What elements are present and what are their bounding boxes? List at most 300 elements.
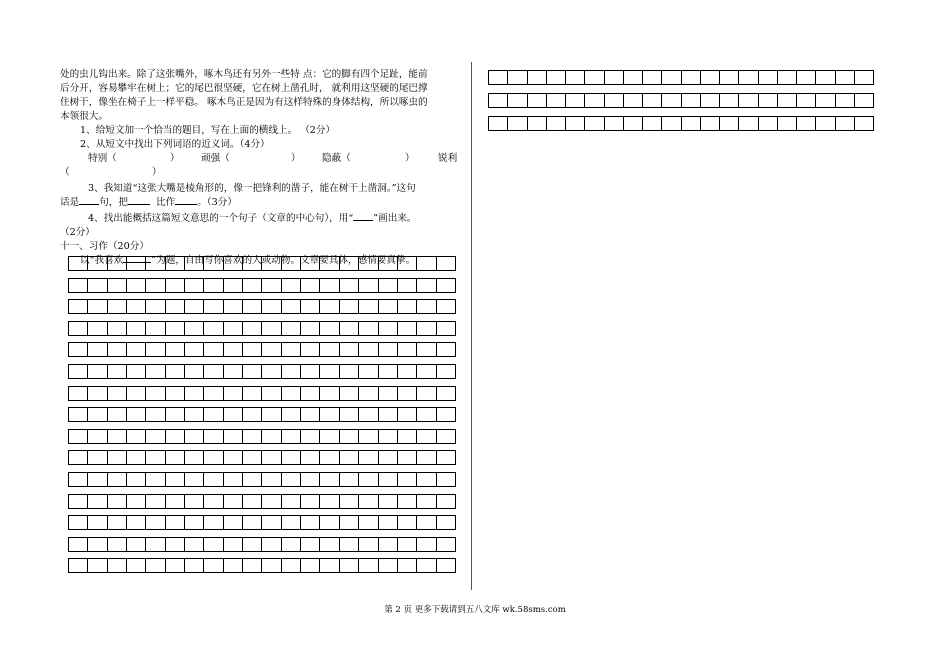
grid-cell[interactable] [379,257,398,270]
grid-cell[interactable] [224,343,243,356]
grid-cell[interactable] [320,516,339,529]
grid-cell[interactable] [320,300,339,313]
grid-cell[interactable] [662,94,681,107]
grid-cell[interactable] [127,516,146,529]
grid-cell[interactable] [301,430,320,443]
grid-cell[interactable] [166,559,185,572]
grid-cell[interactable] [682,71,701,84]
grid-cell[interactable] [127,495,146,508]
grid-cell[interactable] [282,559,301,572]
grid-cell[interactable] [739,94,758,107]
grid-cell[interactable] [778,71,797,84]
grid-cell[interactable] [508,94,527,107]
grid-cell[interactable] [797,94,816,107]
grid-cell[interactable] [340,473,359,486]
grid-cell[interactable] [379,387,398,400]
grid-cell[interactable] [262,343,281,356]
grid-cell[interactable] [146,430,165,443]
grid-cell[interactable] [88,430,107,443]
grid-cell[interactable] [88,300,107,313]
grid-cell[interactable] [204,408,223,421]
grid-cell[interactable] [398,538,417,551]
grid-cell[interactable] [508,117,527,130]
grid-cell[interactable] [146,322,165,335]
grid-cell[interactable] [127,538,146,551]
grid-cell[interactable] [398,408,417,421]
grid-cell[interactable] [68,538,88,551]
grid-cell[interactable] [340,322,359,335]
grid-cell[interactable] [127,408,146,421]
grid-cell[interactable] [359,495,378,508]
grid-cell[interactable] [185,451,204,464]
grid-cell[interactable] [243,387,262,400]
grid-cell[interactable] [488,117,508,130]
grid-cell[interactable] [282,365,301,378]
grid-cell[interactable] [282,430,301,443]
grid-cell[interactable] [340,430,359,443]
grid-cell[interactable] [340,300,359,313]
grid-cell[interactable] [204,300,223,313]
grid-cell[interactable] [417,300,436,313]
grid-cell[interactable] [398,300,417,313]
grid-cell[interactable] [146,279,165,292]
grid-cell[interactable] [224,322,243,335]
grid-cell[interactable] [68,387,88,400]
composition-grid-right[interactable] [488,68,874,138]
grid-cell[interactable] [108,343,127,356]
grid-cell[interactable] [398,516,417,529]
grid-cell[interactable] [146,473,165,486]
grid-cell[interactable] [359,559,378,572]
grid-cell[interactable] [262,322,281,335]
grid-cell[interactable] [243,300,262,313]
grid-cell[interactable] [185,322,204,335]
grid-cell[interactable] [488,94,508,107]
grid-cell[interactable] [605,71,624,84]
grid-cell[interactable] [379,473,398,486]
grid-cell[interactable] [437,300,456,313]
grid-cell[interactable] [437,538,456,551]
grid-cell[interactable] [359,257,378,270]
grid-cell[interactable] [146,257,165,270]
grid-cell[interactable] [585,117,604,130]
grid-cell[interactable] [528,117,547,130]
grid-cell[interactable] [301,387,320,400]
grid-cell[interactable] [340,408,359,421]
grid-cell[interactable] [146,387,165,400]
grid-cell[interactable] [566,117,585,130]
grid-cell[interactable] [605,94,624,107]
grid-cell[interactable] [624,94,643,107]
grid-cell[interactable] [417,430,436,443]
grid-cell[interactable] [224,538,243,551]
grid-cell[interactable] [437,279,456,292]
grid-cell[interactable] [417,559,436,572]
grid-cell[interactable] [108,495,127,508]
grid-cell[interactable] [108,300,127,313]
grid-cell[interactable] [282,538,301,551]
grid-cell[interactable] [624,117,643,130]
composition-grid-left[interactable] [68,254,456,590]
grid-cell[interactable] [166,538,185,551]
grid-cell[interactable] [146,538,165,551]
grid-cell[interactable] [340,365,359,378]
grid-cell[interactable] [88,365,107,378]
grid-cell[interactable] [417,495,436,508]
grid-cell[interactable] [204,495,223,508]
grid-cell[interactable] [359,300,378,313]
grid-cell[interactable] [566,71,585,84]
grid-cell[interactable] [398,495,417,508]
grid-cell[interactable] [166,473,185,486]
grid-cell[interactable] [320,322,339,335]
grid-cell[interactable] [816,117,835,130]
grid-cell[interactable] [108,279,127,292]
grid-cell[interactable] [262,559,281,572]
grid-cell[interactable] [108,408,127,421]
grid-cell[interactable] [320,473,339,486]
grid-cell[interactable] [739,117,758,130]
grid-cell[interactable] [437,430,456,443]
grid-cell[interactable] [585,94,604,107]
grid-cell[interactable] [340,257,359,270]
grid-cell[interactable] [224,473,243,486]
grid-cell[interactable] [88,408,107,421]
grid-cell[interactable] [301,451,320,464]
q3-blank-2[interactable] [128,204,150,205]
grid-cell[interactable] [398,279,417,292]
grid-cell[interactable] [301,365,320,378]
grid-cell[interactable] [185,430,204,443]
grid-cell[interactable] [301,495,320,508]
grid-cell[interactable] [720,94,739,107]
grid-cell[interactable] [379,559,398,572]
grid-cell[interactable] [127,387,146,400]
grid-cell[interactable] [301,516,320,529]
grid-cell[interactable] [340,516,359,529]
grid-cell[interactable] [108,538,127,551]
grid-cell[interactable] [166,387,185,400]
grid-cell[interactable] [379,343,398,356]
grid-cell[interactable] [185,300,204,313]
grid-cell[interactable] [643,117,662,130]
grid-cell[interactable] [643,71,662,84]
grid-cell[interactable] [417,322,436,335]
grid-cell[interactable] [243,430,262,443]
grid-cell[interactable] [359,408,378,421]
grid-cell[interactable] [262,473,281,486]
grid-cell[interactable] [739,71,758,84]
grid-cell[interactable] [320,343,339,356]
grid-cell[interactable] [417,365,436,378]
grid-cell[interactable] [204,279,223,292]
grid-cell[interactable] [166,451,185,464]
grid-cell[interactable] [166,322,185,335]
grid-cell[interactable] [108,516,127,529]
grid-cell[interactable] [301,257,320,270]
grid-cell[interactable] [797,71,816,84]
grid-cell[interactable] [166,343,185,356]
grid-cell[interactable] [166,300,185,313]
grid-cell[interactable] [437,257,456,270]
grid-cell[interactable] [662,117,681,130]
grid-cell[interactable] [108,430,127,443]
grid-cell[interactable] [68,473,88,486]
grid-cell[interactable] [379,430,398,443]
grid-cell[interactable] [282,322,301,335]
grid-cell[interactable] [320,257,339,270]
grid-cell[interactable] [185,365,204,378]
grid-cell[interactable] [224,559,243,572]
grid-cell[interactable] [320,495,339,508]
grid-cell[interactable] [146,516,165,529]
grid-cell[interactable] [437,495,456,508]
grid-cell[interactable] [224,408,243,421]
grid-cell[interactable] [262,387,281,400]
grid-cell[interactable] [224,365,243,378]
grid-cell[interactable] [88,387,107,400]
grid-cell[interactable] [108,365,127,378]
grid-cell[interactable] [301,408,320,421]
grid-cell[interactable] [262,538,281,551]
grid-cell[interactable] [701,94,720,107]
grid-cell[interactable] [437,322,456,335]
grid-cell[interactable] [127,322,146,335]
grid-cell[interactable] [243,473,262,486]
grid-cell[interactable] [398,343,417,356]
grid-cell[interactable] [68,279,88,292]
grid-cell[interactable] [624,71,643,84]
grid-cell[interactable] [262,451,281,464]
grid-cell[interactable] [488,71,508,84]
grid-cell[interactable] [759,71,778,84]
grid-cell[interactable] [340,451,359,464]
grid-cell[interactable] [282,300,301,313]
grid-cell[interactable] [359,279,378,292]
grid-cell[interactable] [340,387,359,400]
grid-cell[interactable] [204,322,223,335]
grid-cell[interactable] [243,538,262,551]
grid-cell[interactable] [379,300,398,313]
grid-cell[interactable] [68,430,88,443]
grid-cell[interactable] [243,516,262,529]
grid-cell[interactable] [127,430,146,443]
grid-cell[interactable] [379,538,398,551]
grid-cell[interactable] [68,300,88,313]
q3-blank-3[interactable] [175,204,197,205]
grid-cell[interactable] [301,559,320,572]
grid-cell[interactable] [417,538,436,551]
grid-cell[interactable] [398,451,417,464]
grid-cell[interactable] [262,495,281,508]
grid-cell[interactable] [146,300,165,313]
grid-cell[interactable] [359,387,378,400]
grid-cell[interactable] [204,430,223,443]
grid-cell[interactable] [243,365,262,378]
grid-cell[interactable] [224,300,243,313]
grid-cell[interactable] [243,451,262,464]
grid-cell[interactable] [320,408,339,421]
grid-cell[interactable] [262,430,281,443]
grid-cell[interactable] [68,451,88,464]
grid-cell[interactable] [778,117,797,130]
grid-cell[interactable] [185,473,204,486]
grid-cell[interactable] [262,365,281,378]
grid-cell[interactable] [185,408,204,421]
grid-cell[interactable] [566,94,585,107]
grid-cell[interactable] [547,117,566,130]
grid-cell[interactable] [417,516,436,529]
grid-cell[interactable] [282,343,301,356]
grid-cell[interactable] [682,94,701,107]
grid-cell[interactable] [224,387,243,400]
grid-cell[interactable] [417,279,436,292]
grid-cell[interactable] [127,300,146,313]
grid-cell[interactable] [185,559,204,572]
grid-cell[interactable] [359,365,378,378]
grid-cell[interactable] [282,516,301,529]
grid-cell[interactable] [68,322,88,335]
grid-cell[interactable] [379,495,398,508]
grid-cell[interactable] [855,71,874,84]
grid-cell[interactable] [778,94,797,107]
grid-cell[interactable] [108,473,127,486]
grid-cell[interactable] [398,430,417,443]
grid-cell[interactable] [379,451,398,464]
grid-cell[interactable] [359,430,378,443]
grid-cell[interactable] [262,300,281,313]
grid-cell[interactable] [166,365,185,378]
grid-cell[interactable] [243,408,262,421]
grid-cell[interactable] [282,279,301,292]
grid-cell[interactable] [379,322,398,335]
grid-cell[interactable] [108,387,127,400]
grid-cell[interactable] [437,473,456,486]
grid-cell[interactable] [359,538,378,551]
grid-cell[interactable] [437,387,456,400]
grid-cell[interactable] [224,516,243,529]
grid-cell[interactable] [185,538,204,551]
grid-cell[interactable] [146,451,165,464]
grid-cell[interactable] [108,257,127,270]
grid-cell[interactable] [282,387,301,400]
grid-cell[interactable] [185,343,204,356]
grid-cell[interactable] [243,495,262,508]
grid-cell[interactable] [166,279,185,292]
grid-cell[interactable] [68,559,88,572]
grid-cell[interactable] [127,473,146,486]
grid-cell[interactable] [340,538,359,551]
grid-cell[interactable] [243,257,262,270]
grid-cell[interactable] [340,559,359,572]
grid-cell[interactable] [108,322,127,335]
grid-cell[interactable] [68,408,88,421]
grid-cell[interactable] [437,451,456,464]
grid-cell[interactable] [398,322,417,335]
grid-cell[interactable] [417,257,436,270]
grid-cell[interactable] [88,473,107,486]
grid-cell[interactable] [528,94,547,107]
grid-cell[interactable] [204,257,223,270]
grid-cell[interactable] [398,257,417,270]
grid-cell[interactable] [605,117,624,130]
grid-cell[interactable] [437,559,456,572]
grid-cell[interactable] [320,387,339,400]
grid-cell[interactable] [243,279,262,292]
grid-cell[interactable] [836,117,855,130]
grid-cell[interactable] [508,71,527,84]
grid-cell[interactable] [127,279,146,292]
grid-cell[interactable] [185,516,204,529]
grid-cell[interactable] [437,343,456,356]
grid-cell[interactable] [547,71,566,84]
grid-cell[interactable] [359,322,378,335]
grid-cell[interactable] [146,408,165,421]
grid-cell[interactable] [320,365,339,378]
grid-cell[interactable] [127,559,146,572]
grid-cell[interactable] [340,279,359,292]
grid-cell[interactable] [282,451,301,464]
grid-cell[interactable] [88,495,107,508]
grid-cell[interactable] [204,473,223,486]
grid-cell[interactable] [701,71,720,84]
grid-cell[interactable] [359,343,378,356]
grid-cell[interactable] [243,559,262,572]
grid-cell[interactable] [759,117,778,130]
grid-cell[interactable] [320,559,339,572]
grid-cell[interactable] [547,94,566,107]
grid-cell[interactable] [68,343,88,356]
grid-cell[interactable] [437,408,456,421]
grid-cell[interactable] [437,365,456,378]
grid-cell[interactable] [224,430,243,443]
grid-cell[interactable] [68,495,88,508]
grid-cell[interactable] [340,343,359,356]
grid-cell[interactable] [88,559,107,572]
grid-cell[interactable] [185,387,204,400]
grid-cell[interactable] [398,473,417,486]
grid-cell[interactable] [204,365,223,378]
grid-cell[interactable] [340,495,359,508]
grid-cell[interactable] [379,408,398,421]
grid-cell[interactable] [301,538,320,551]
grid-cell[interactable] [417,473,436,486]
grid-cell[interactable] [855,94,874,107]
grid-cell[interactable] [836,71,855,84]
grid-cell[interactable] [359,516,378,529]
grid-cell[interactable] [262,516,281,529]
grid-cell[interactable] [855,117,874,130]
grid-cell[interactable] [262,408,281,421]
grid-cell[interactable] [224,451,243,464]
grid-cell[interactable] [88,538,107,551]
grid-cell[interactable] [243,343,262,356]
grid-cell[interactable] [204,538,223,551]
grid-cell[interactable] [127,257,146,270]
grid-cell[interactable] [108,559,127,572]
grid-cell[interactable] [224,257,243,270]
grid-cell[interactable] [359,473,378,486]
grid-cell[interactable] [204,343,223,356]
grid-cell[interactable] [146,495,165,508]
grid-cell[interactable] [88,322,107,335]
grid-cell[interactable] [359,451,378,464]
grid-cell[interactable] [166,408,185,421]
grid-cell[interactable] [127,343,146,356]
q3-blank-1[interactable] [79,204,99,205]
grid-cell[interactable] [68,257,88,270]
grid-cell[interactable] [204,559,223,572]
